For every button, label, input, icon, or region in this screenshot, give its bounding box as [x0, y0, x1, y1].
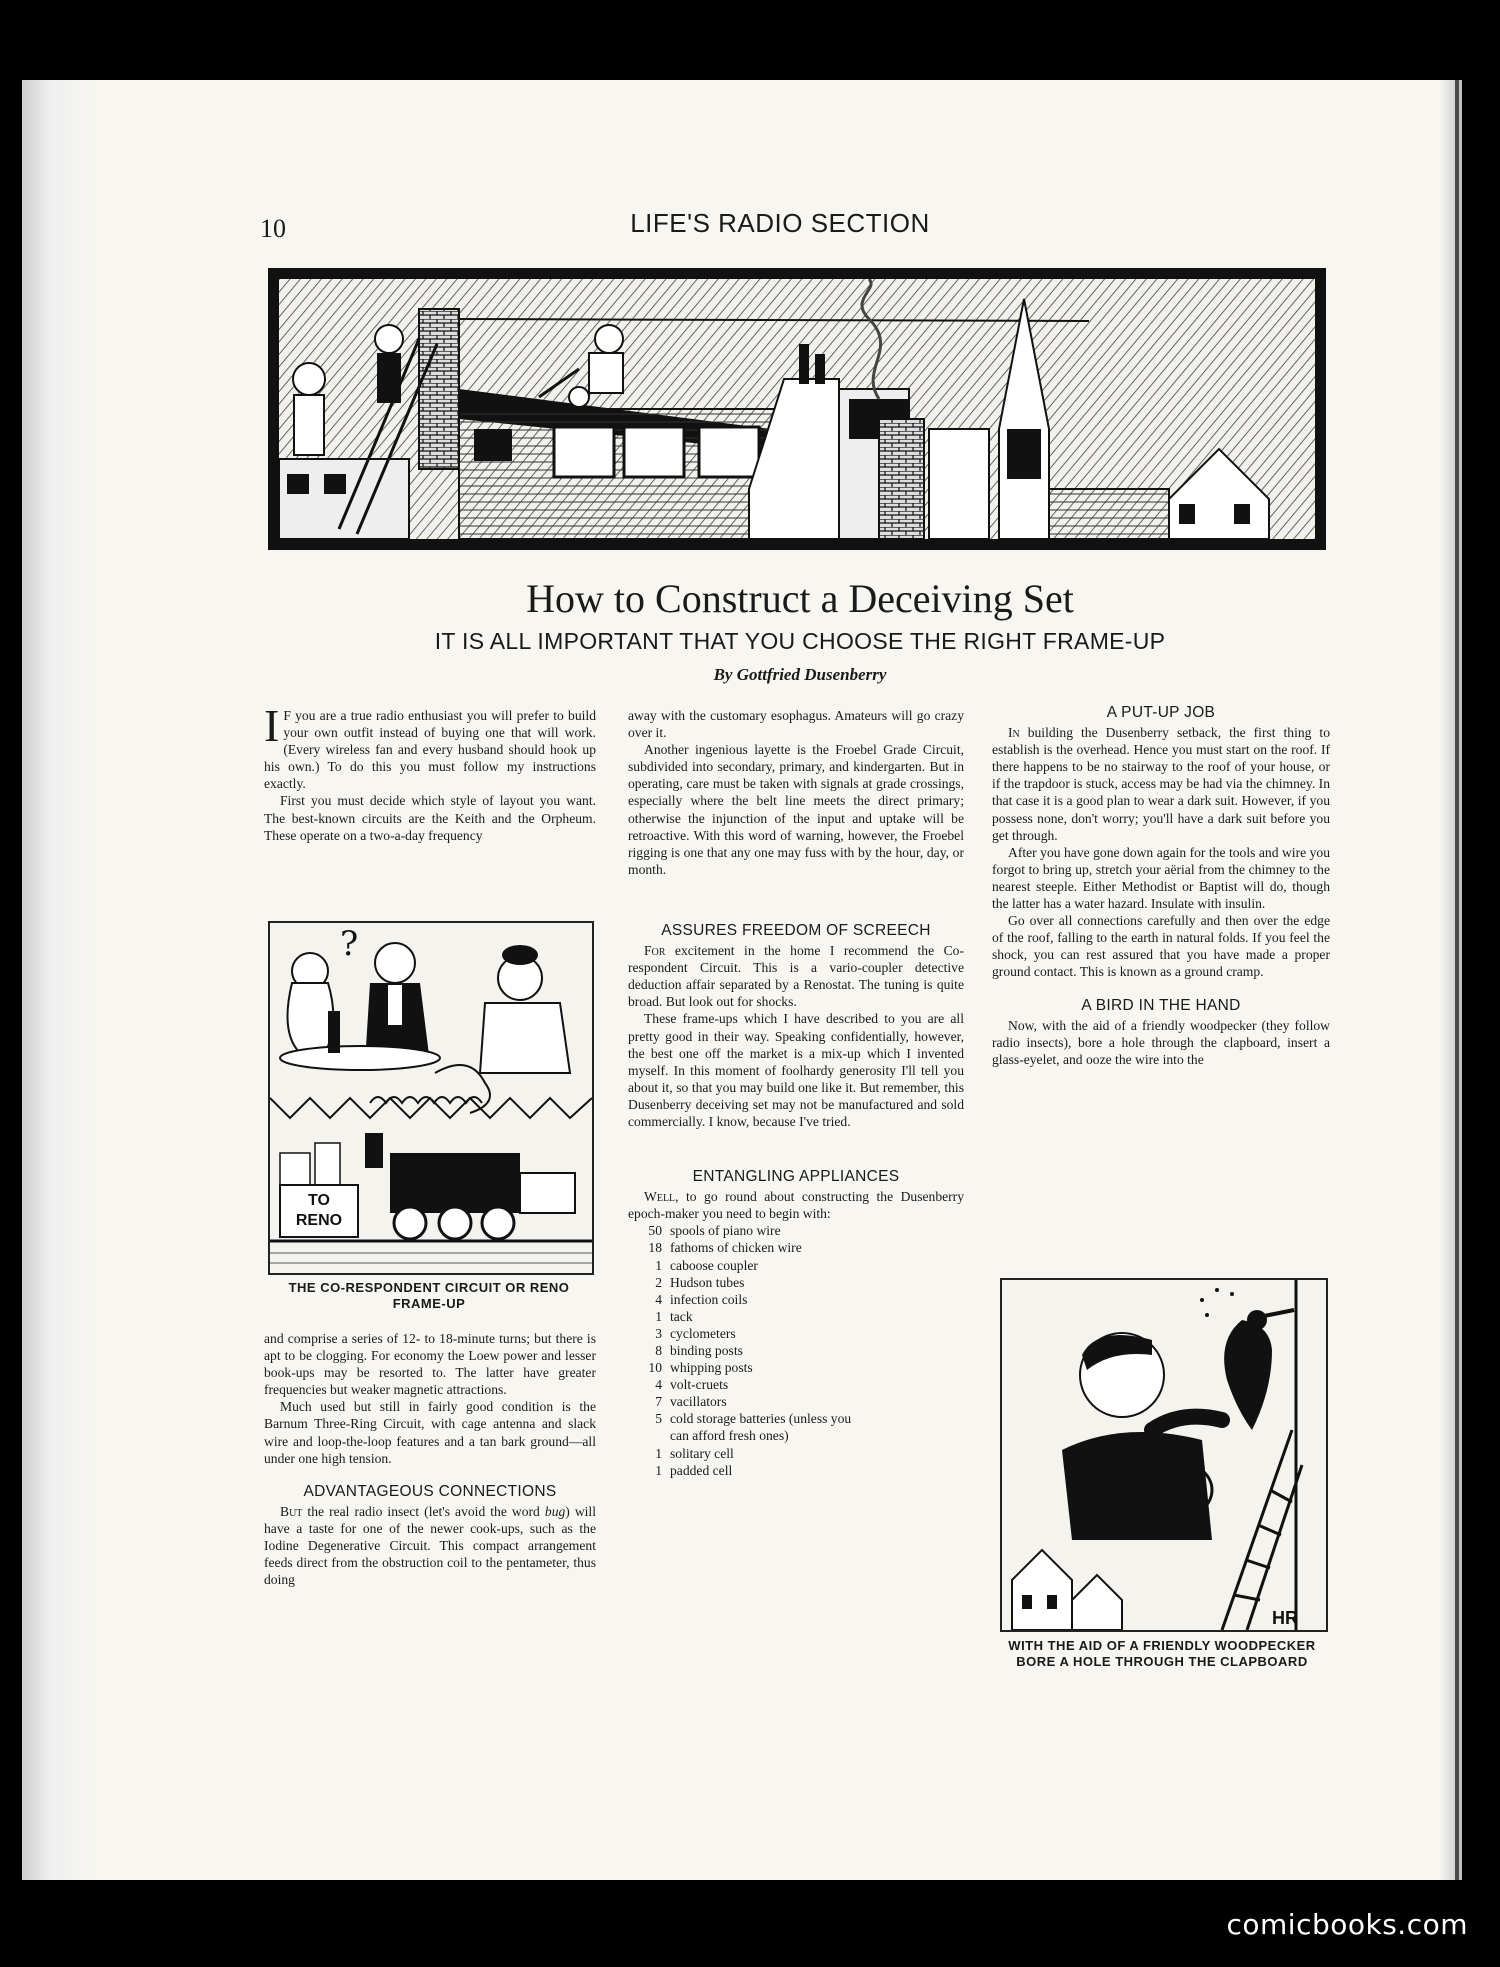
part-name: cold storage batteries (unless you	[670, 1411, 852, 1427]
sign-text-reno: RENO	[295, 1212, 343, 1229]
parts-list-item	[628, 1410, 964, 1427]
paragraph	[628, 942, 964, 1010]
page-number: 10	[260, 214, 286, 243]
parts-list-item	[628, 1445, 964, 1462]
parts-list-item	[628, 1376, 964, 1393]
parts-list-item	[628, 1274, 964, 1291]
paragraph	[264, 1503, 596, 1588]
part-name: padded cell	[670, 1462, 733, 1478]
column-2	[628, 707, 964, 1479]
parts-list-item	[628, 1222, 964, 1239]
paragraph: First you must decide which style of layout you want. The best-known circuits are the Keith and the Orpheum. These operate on a two-a-day frequency	[264, 793, 596, 843]
italic-word: bug	[544, 1503, 566, 1519]
paragraph-text: the real radio insect (let's avoid the word	[302, 1503, 545, 1519]
section-heading: A BIRD IN THE HAND	[1081, 996, 1241, 1014]
part-name: whipping posts	[670, 1360, 753, 1376]
parts-list-item	[628, 1239, 964, 1256]
part-name: solitary cell	[670, 1445, 734, 1461]
small-caps-lead: In	[1008, 725, 1020, 741]
parts-list-item	[628, 1462, 964, 1479]
paragraph-text: excitement in the home I recommend the Co-respondent Circuit. This is a vario-coupler detective deduction affair separated by a Renostat. The tuning is quite broad. But look out for shocks.	[628, 943, 964, 1010]
illustration-woodpecker	[1000, 1278, 1328, 1632]
section-heading: ASSURES FREEDOM OF SCREECH	[661, 921, 931, 939]
parts-list-item	[628, 1393, 964, 1410]
part-quantity: 8	[655, 1343, 662, 1358]
part-quantity: 5	[655, 1411, 662, 1427]
page-stack-edge-left	[22, 80, 92, 1880]
column-3	[992, 704, 1330, 1068]
figure-caption-1: THE CO-RESPONDENT CIRCUIT OR RENO FRAME-UP	[288, 1280, 570, 1311]
part-name: cyclometers	[670, 1325, 736, 1341]
question-mark: ?	[340, 924, 359, 964]
small-caps-lead: For	[644, 943, 666, 959]
article-subtitle: IT IS ALL IMPORTANT THAT YOU CHOOSE THE RIGHT FRAME-UP	[434, 628, 1166, 654]
watermark-text: comicbooks.com	[1226, 1908, 1468, 1941]
article-byline: By Gottfried Dusenberry	[713, 665, 887, 684]
paragraph-text: ) will have a taste for one of the newer cook-ups, such as the Iodine Degenerative Circuit. This compact arrangement feeds direct from the obstruction coil to the pentameter, thus doing	[264, 1503, 596, 1588]
part-quantity: 18	[648, 1240, 662, 1256]
part-quantity: 10	[648, 1360, 662, 1376]
part-quantity: 1	[655, 1445, 662, 1461]
paragraph: and comprise a series of 12- to 18-minute turns; but there is apt to be clogging. For economy the Loew power and lesser book-ups may be resorted to. The latter have greater frequencies but weaker magnetic attractions.	[264, 1331, 596, 1398]
part-quantity: 50	[648, 1223, 662, 1239]
paragraph: Go over all connections carefully and then over the edge of the roof, falling to the earth in natural folds. If you feel the shock, you can rest assured that you have made a proper ground contact. This is known as a ground cramp.	[992, 913, 1330, 980]
paragraph: away with the customary esophagus. Amateurs will go crazy over it.	[628, 708, 964, 741]
column-1-top	[264, 700, 596, 844]
paragraph-text: building the Dusenberry setback, the first thing to establish is the overhead. Hence you must start on the roof. If there happens to be no stairway to the roof of your house, or if the trapdoor is stuck, access may be had via the chimney. In that case it is a good plan to wear a dark suit. However, if you possess none, don't worry; you'll have a dark suit before you get through.	[992, 725, 1330, 843]
book-binding-line	[1455, 80, 1459, 1880]
part-name: caboose coupler	[670, 1257, 758, 1273]
drop-cap: I	[264, 700, 280, 751]
paragraph: Much used but still in fairly good condition is the Barnum Three-Ring Circuit, with cage antenna and slack wire and loop-the-loop features and a tan bark ground—all under one high tension.	[264, 1399, 596, 1466]
part-name: binding posts	[670, 1343, 743, 1358]
paragraph: These frame-ups which I have described to you are all pretty good in their way. Speaking confidentially, however, the best one off the market is a mix-up which I invented myself. In this moment of foolhardy generosity I'll tell you about it, so that you may build one like it. But remember, this Dusenberry deceiving set may not be manufactured and sold commercially. I know, because I've tried.	[628, 1011, 964, 1129]
section-heading: ENTANGLING APPLIANCES	[692, 1168, 900, 1186]
parts-list-item	[628, 1342, 964, 1359]
parts-list	[628, 1222, 964, 1478]
section-heading: A PUT-UP JOB	[1106, 704, 1216, 721]
section-heading: ADVANTAGEOUS CONNECTIONS	[303, 1482, 557, 1500]
part-quantity: 1	[655, 1257, 662, 1273]
column-1-bottom	[264, 1330, 596, 1588]
part-name: volt-cruets	[670, 1377, 729, 1393]
parts-list-item	[628, 1325, 964, 1342]
running-head: LIFE'S RADIO SECTION	[630, 208, 930, 238]
part-quantity: 2	[655, 1274, 662, 1290]
part-name: tack	[670, 1308, 693, 1324]
sign-text-to: TO	[308, 1192, 330, 1209]
small-caps-lead: Well,	[644, 1189, 679, 1205]
paragraph-text: F you are a true radio enthusiast you will prefer to build your own outfit instead of buying one that will work. (Every wireless fan and every husband should hook up his own.) To do this you must follow my instructions exactly.	[264, 708, 596, 792]
parts-list-item	[628, 1291, 964, 1308]
paragraph-text: to go round about constructing the Dusenberry epoch-maker you need to begin with:	[628, 1189, 964, 1222]
part-quantity: 7	[655, 1394, 662, 1410]
part-name: spools of piano wire	[670, 1223, 781, 1239]
article-title: How to Construct a Deceiving Set	[526, 576, 1074, 621]
paragraph	[992, 724, 1330, 844]
paragraph: After you have gone down again for the tools and wire you forgot to bring up, stretch your aërial from the chimney to the nearest steeple. Either Methodist or Baptist will do, though the latter has a water hazard. Insulate with insulin.	[992, 844, 1330, 912]
part-quantity: 4	[655, 1291, 662, 1307]
parts-list-item-continuation	[628, 1427, 964, 1444]
parts-list-item	[628, 1308, 964, 1325]
illustration-co-respondent-circuit	[268, 921, 594, 1275]
part-name: Hudson tubes	[670, 1274, 745, 1290]
parts-list-item	[628, 1257, 964, 1274]
part-name: fathoms of chicken wire	[670, 1240, 802, 1256]
part-name: vacillators	[670, 1394, 727, 1410]
part-name-continuation: can afford fresh ones)	[670, 1428, 789, 1444]
paragraph	[628, 1188, 964, 1222]
paragraph: Another ingenious layette is the Froebel Grade Circuit, subdivided into secondary, primary, and kindergarten. But in operating, care must be taken with signals at grade crossings, especially where the belt line meets the direct primary; otherwise the injunction of the input and uptake will be retroactive. With this word of warning, however, the Froebel rigging is one that any one may fuss with by the hour, day, or month.	[628, 742, 964, 877]
parts-list-item	[628, 1359, 964, 1376]
part-name: infection coils	[670, 1291, 748, 1307]
part-quantity: 4	[655, 1377, 662, 1393]
small-caps-lead: But	[280, 1503, 303, 1519]
banner-illustration	[268, 268, 1326, 550]
figure-caption-2: WITH THE AID OF A FRIENDLY WOODPECKER BORE A HOLE THROUGH THE CLAPBOARD	[1008, 1638, 1316, 1669]
paragraph: Now, with the aid of a friendly woodpecker (they follow radio insects), bore a hole through the clapboard, insert a glass-eyelet, and ooze the wire into the	[992, 1017, 1330, 1067]
part-quantity: 3	[655, 1325, 662, 1341]
part-quantity: 1	[655, 1308, 662, 1324]
artist-signature: HR	[1272, 1608, 1298, 1628]
paragraph	[264, 700, 596, 792]
part-quantity: 1	[655, 1462, 662, 1478]
